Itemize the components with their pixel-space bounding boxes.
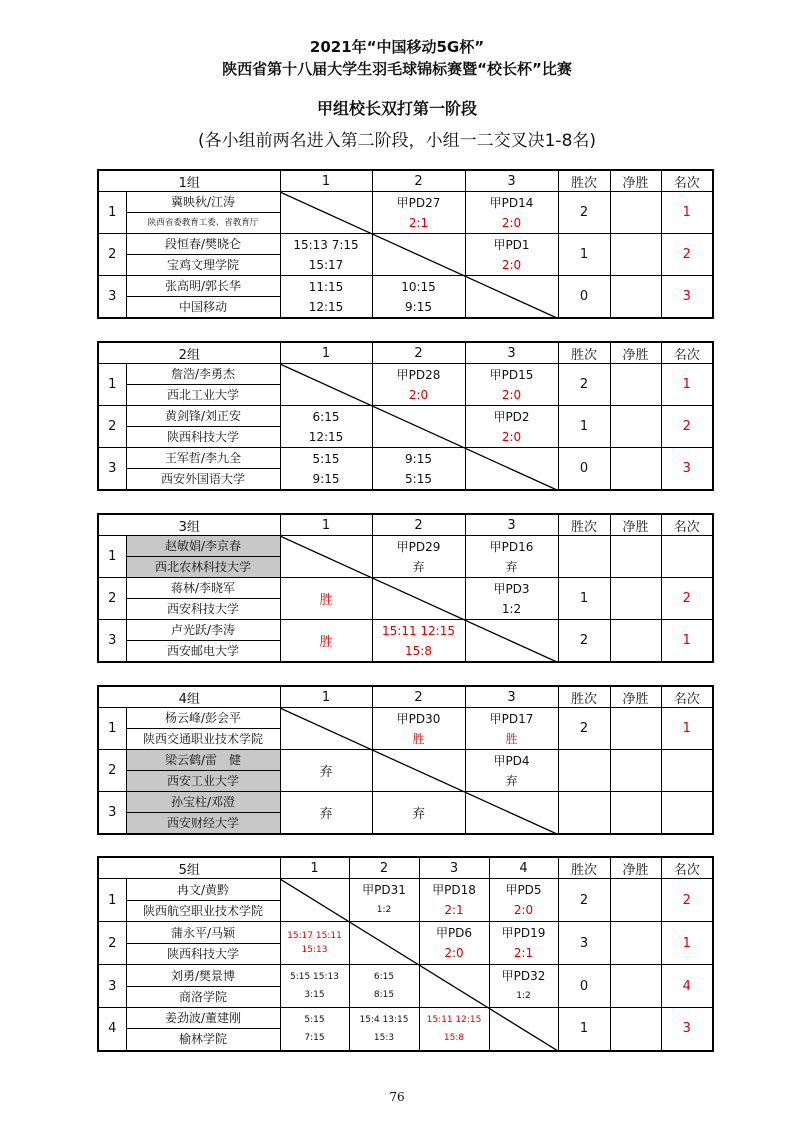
group-title: 4组	[98, 686, 280, 708]
score-line-2: 9:15	[405, 299, 432, 314]
rank-cell: 3	[661, 448, 713, 491]
col-header: 2	[372, 342, 465, 364]
player-names: 赵敏娟/李京春	[127, 536, 280, 557]
rank-cell	[661, 792, 713, 835]
player-cell	[126, 879, 280, 922]
net-cell	[610, 406, 661, 448]
match-result: 2:0	[408, 387, 429, 402]
match-code: 甲PD32	[501, 969, 546, 983]
wins-cell: 2	[558, 192, 610, 234]
match-code: 甲PD5	[505, 883, 542, 897]
player-school: 陕西科技大学	[166, 430, 239, 444]
player-cell	[126, 792, 280, 835]
page-number: 76	[389, 1090, 405, 1104]
match-code: 甲PD14	[489, 195, 534, 210]
row-index: 4	[98, 1008, 126, 1051]
rank-cell	[661, 536, 713, 578]
match-code: 甲PD18	[432, 883, 476, 897]
score-line-2: 15:8	[443, 1032, 465, 1043]
player-cell	[126, 708, 280, 750]
wins-cell: 2	[558, 879, 610, 922]
score-line-1: 15:11 12:15	[382, 623, 455, 638]
score-line-1: 11:15	[308, 279, 344, 294]
player-cell	[126, 192, 280, 234]
rules-note: (各小组前两名进入第二阶段，小组一二交叉决1-8名)	[197, 131, 597, 151]
player-cell	[126, 406, 280, 448]
net-cell	[610, 234, 661, 276]
player-school: 西安财经大学	[166, 816, 239, 830]
wins-header: 胜次	[558, 170, 610, 192]
net-cell	[610, 792, 661, 835]
net-cell	[610, 536, 661, 578]
player-school: 陕西科技大学	[166, 946, 239, 961]
group-title: 1组	[98, 170, 280, 192]
col-header: 2	[372, 170, 465, 192]
player-names: 卢光跃/李涛	[127, 620, 280, 641]
player-cell	[126, 578, 280, 620]
row-index: 2	[98, 234, 126, 276]
diagonal-stroke	[280, 536, 558, 663]
player-cell	[126, 448, 280, 491]
net-header: 净胜	[610, 857, 661, 879]
row-index: 3	[98, 620, 126, 663]
rank-cell: 2	[661, 406, 713, 448]
net-header: 净胜	[610, 342, 661, 364]
col-header: 3	[465, 342, 558, 364]
row-index: 3	[98, 965, 126, 1008]
player-names: 张高明/郭长华	[127, 276, 280, 297]
net-cell	[610, 448, 661, 491]
rank-header: 名次	[661, 514, 713, 536]
player-cell	[126, 234, 280, 276]
col-header: 1	[280, 514, 372, 536]
wins-cell: 2	[558, 364, 610, 406]
row-index: 2	[98, 578, 126, 620]
player-school: 西安邮电大学	[166, 644, 239, 658]
match-code: 甲PD17	[489, 711, 534, 726]
net-cell	[610, 965, 661, 1008]
match-result: 胜	[505, 731, 518, 746]
rank-cell: 2	[661, 234, 713, 276]
player-school: 陕西省委教育工委、省教育厅	[147, 218, 259, 228]
player-names: 孙宝柱/邓澄	[127, 792, 280, 813]
player-names: 王军哲/李九全	[127, 448, 280, 469]
diagonal-line	[280, 879, 558, 1051]
rank-cell: 1	[661, 620, 713, 663]
net-header: 净胜	[610, 514, 661, 536]
result-cell: 弃	[280, 750, 372, 792]
player-cell	[126, 922, 280, 965]
wins-cell: 1	[558, 406, 610, 448]
match-result: 2:0	[513, 903, 534, 917]
player-names: 梁云鹤/雷 健	[127, 750, 280, 771]
rank-cell: 2	[661, 879, 713, 922]
player-cell	[126, 620, 280, 663]
title-line-2: 陕西省第十八届大学生羽毛球锦标赛暨“校长杯”比赛	[222, 60, 572, 78]
match-code: 甲PD1	[493, 237, 530, 252]
row-index: 1	[98, 192, 126, 234]
wins-cell	[558, 792, 610, 835]
rank-cell: 2	[661, 578, 713, 620]
match-code: 甲PD16	[489, 539, 534, 554]
player-cell	[126, 1008, 280, 1051]
result-cell: 弃	[280, 792, 372, 835]
net-cell	[610, 708, 661, 750]
group-title: 5组	[98, 857, 280, 879]
wins-header: 胜次	[558, 686, 610, 708]
score-line-2: 15:3	[373, 1032, 395, 1043]
score-line-1: 15:17 15:11	[287, 931, 342, 941]
net-cell	[610, 364, 661, 406]
rank-cell: 1	[661, 922, 713, 965]
score-line-1: 6:15	[373, 972, 395, 982]
col-header: 3	[419, 857, 489, 879]
row-index: 1	[98, 364, 126, 406]
net-cell	[610, 750, 661, 792]
result-cell: 弃	[372, 792, 465, 835]
wins-cell: 2	[558, 708, 610, 750]
match-result: 2:0	[501, 257, 522, 272]
diagonal-line	[280, 708, 558, 835]
wins-cell: 1	[558, 234, 610, 276]
row-index: 2	[98, 922, 126, 965]
score-line-2: 12:15	[308, 429, 344, 444]
subtitle: 甲组校长双打第一阶段	[316, 99, 477, 118]
diagonal-stroke	[280, 192, 558, 319]
title-line-1: 2021年“中国移动5G杯”	[309, 38, 485, 56]
player-school: 宝鸡文理学院	[166, 258, 239, 272]
player-names: 黄剑锋/刘正安	[127, 406, 280, 427]
net-cell	[610, 879, 661, 922]
match-code: 甲PD4	[493, 753, 530, 768]
match-code: 甲PD6	[435, 926, 473, 940]
score-line-1: 15:11 12:15	[426, 1014, 482, 1025]
score-line-2: 15:8	[405, 643, 432, 658]
row-index: 2	[98, 750, 126, 792]
wins-header: 胜次	[558, 514, 610, 536]
match-code: 甲PD28	[396, 367, 441, 382]
row-index: 3	[98, 448, 126, 491]
player-school: 陕西交通职业技术学院	[142, 732, 263, 746]
group-title: 2组	[98, 342, 280, 364]
wins-cell	[558, 750, 610, 792]
score-line-2: 15:17	[308, 257, 344, 272]
score-line-1: 15:4 13:15	[359, 1014, 409, 1025]
match-result: 2:0	[501, 215, 522, 230]
score-line-2: 9:15	[312, 471, 340, 486]
row-index: 1	[98, 879, 126, 922]
col-header: 2	[372, 686, 465, 708]
match-result: 2:0	[501, 387, 522, 402]
rank-cell: 1	[661, 364, 713, 406]
wins-cell: 1	[558, 1008, 610, 1051]
net-cell	[610, 922, 661, 965]
match-code: 甲PD29	[396, 539, 441, 554]
match-code: 甲PD31	[362, 883, 406, 897]
match-result: 1:2	[516, 991, 531, 1001]
rank-header: 名次	[661, 857, 713, 879]
rank-header: 名次	[661, 686, 713, 708]
player-names: 段恒春/樊晓仑	[127, 234, 280, 255]
wins-cell: 0	[558, 276, 610, 319]
match-result: 2:1	[444, 903, 464, 917]
match-result: 弃	[412, 559, 425, 574]
match-code: 甲PD15	[489, 367, 534, 382]
net-cell	[610, 578, 661, 620]
player-cell	[126, 750, 280, 792]
score-line-1: 10:15	[401, 279, 436, 294]
match-result: 1:2	[501, 601, 522, 616]
group-title: 3组	[98, 514, 280, 536]
player-names: 冉文/黄黔	[127, 880, 280, 901]
wins-cell	[558, 536, 610, 578]
diagonal-line	[280, 364, 558, 491]
match-result: 2:0	[501, 429, 522, 444]
player-names: 蒲永平/马颖	[127, 923, 280, 944]
match-code: 甲PD3	[493, 581, 530, 596]
rank-cell: 3	[661, 1008, 713, 1051]
rank-cell: 4	[661, 965, 713, 1008]
match-result: 2:1	[408, 215, 429, 230]
row-index: 2	[98, 406, 126, 448]
row-index: 1	[98, 536, 126, 578]
player-school: 西安外国语大学	[160, 472, 245, 486]
net-cell	[610, 192, 661, 234]
col-header: 3	[465, 686, 558, 708]
player-school: 西安工业大学	[166, 774, 239, 788]
player-names: 姜劲波/董建刚	[127, 1008, 280, 1029]
diagonal-stroke	[280, 708, 558, 835]
row-index: 3	[98, 792, 126, 835]
match-result: 弃	[505, 559, 518, 574]
score-line-1: 6:15	[312, 409, 340, 424]
result-cell: 胜	[280, 620, 372, 663]
player-school: 西北工业大学	[166, 388, 239, 402]
player-school: 西安科技大学	[166, 602, 239, 616]
match-result: 1:2	[376, 905, 392, 915]
rank-cell: 3	[661, 276, 713, 319]
col-header: 3	[465, 170, 558, 192]
match-result: 胜	[412, 731, 425, 746]
wins-header: 胜次	[558, 857, 610, 879]
wins-cell: 2	[558, 620, 610, 663]
player-school: 中国移动	[178, 300, 227, 314]
result-cell: 胜	[280, 578, 372, 620]
wins-cell: 0	[558, 965, 610, 1008]
wins-header: 胜次	[558, 342, 610, 364]
score-line-2: 3:15	[304, 990, 325, 1000]
col-header: 1	[280, 686, 372, 708]
match-code: 甲PD19	[501, 926, 546, 940]
player-names: 詹浩/李勇杰	[127, 364, 280, 385]
col-header: 4	[489, 857, 558, 879]
rank-cell: 1	[661, 192, 713, 234]
match-result: 2:0	[444, 946, 464, 960]
net-cell	[610, 276, 661, 319]
player-cell	[126, 364, 280, 406]
score-line-1: 5:15	[312, 451, 340, 466]
player-cell	[126, 536, 280, 578]
diagonal-stroke	[280, 364, 558, 491]
match-code: 甲PD2	[493, 409, 530, 424]
player-cell	[126, 965, 280, 1008]
wins-cell: 0	[558, 448, 610, 491]
match-code: 甲PD30	[396, 711, 441, 726]
diagonal-line	[280, 536, 558, 663]
player-names: 杨云峰/彭会平	[127, 708, 280, 729]
player-names: 蒋林/李晓军	[127, 578, 280, 599]
col-header: 1	[280, 170, 372, 192]
score-line-2: 5:15	[405, 471, 432, 486]
rank-cell: 1	[661, 708, 713, 750]
match-code: 甲PD27	[396, 195, 441, 210]
diagonal-stroke	[280, 879, 558, 1051]
score-line-1: 5:15 15:13	[289, 972, 339, 982]
wins-cell: 1	[558, 578, 610, 620]
player-names: 刘勇/樊景博	[127, 966, 280, 987]
player-cell	[126, 276, 280, 319]
player-names: 冀映秋/江涛	[127, 192, 280, 213]
player-school: 榆林学院	[178, 1032, 227, 1047]
player-school: 商洛学院	[178, 989, 227, 1004]
col-header: 2	[372, 514, 465, 536]
col-header: 1	[280, 857, 349, 879]
score-line-1: 5:15	[304, 1014, 325, 1025]
row-index: 3	[98, 276, 126, 319]
col-header: 1	[280, 342, 372, 364]
rank-header: 名次	[661, 170, 713, 192]
player-school: 西北农林科技大学	[154, 560, 251, 574]
diagonal-line	[280, 192, 558, 319]
score-line-2: 12:15	[308, 299, 344, 314]
rank-header: 名次	[661, 342, 713, 364]
net-cell	[610, 1008, 661, 1051]
net-header: 净胜	[610, 686, 661, 708]
row-index: 1	[98, 708, 126, 750]
score-line-2: 15:13	[301, 945, 328, 955]
rank-cell	[661, 750, 713, 792]
net-cell	[610, 620, 661, 663]
match-result: 2:1	[513, 946, 534, 960]
col-header: 3	[465, 514, 558, 536]
player-school: 陕西航空职业技术学院	[142, 903, 263, 918]
match-result: 弃	[505, 773, 518, 788]
wins-cell: 3	[558, 922, 610, 965]
score-line-2: 8:15	[373, 990, 395, 1000]
score-line-1: 9:15	[405, 451, 432, 466]
col-header: 2	[349, 857, 419, 879]
net-header: 净胜	[610, 170, 661, 192]
score-line-1: 15:13 7:15	[293, 237, 359, 252]
score-line-2: 7:15	[304, 1032, 325, 1043]
